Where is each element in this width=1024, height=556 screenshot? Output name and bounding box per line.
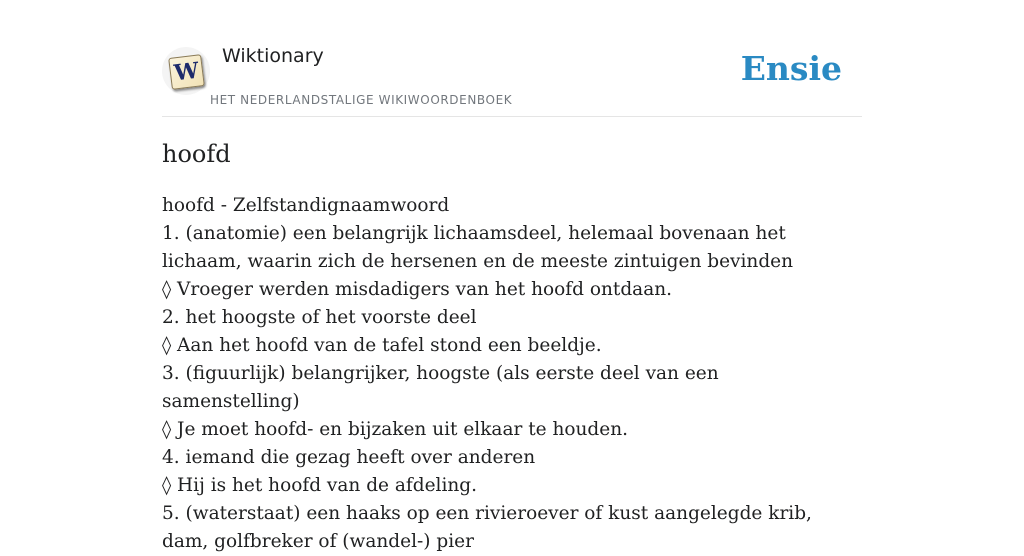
definition-5: 5. (waterstaat) een haaks op een rivieroever of kust aangelegde krib, dam, golfbreker of (wandel-) pier — [162, 503, 812, 552]
example-2: ◊ Aan het hoofd van de tafel stond een beeldje. — [162, 335, 602, 356]
wiktionary-logo[interactable] — [162, 47, 210, 95]
wiktionary-w-tile-icon: W — [168, 54, 205, 90]
definition-1: 1. (anatomie) een belangrijk lichaamsdeel, helemaal bovenaan het lichaam, waarin zich de hersenen en de meeste zintuigen bevinden — [162, 223, 794, 272]
example-1: ◊ Vroeger werden misdadigers van het hoofd ontdaan. — [162, 279, 673, 300]
example-3: ◊ Je moet hoofd- en bijzaken uit elkaar te houden. — [162, 419, 629, 440]
definition-4: 4. iemand die gezag heeft over anderen — [162, 447, 536, 468]
site-tagline: HET NEDERLANDSTALIGE WIKIWOORDENBOEK — [210, 93, 513, 107]
definition-2: 2. het hoogste of het voorste deel — [162, 307, 477, 328]
definition-body — [162, 192, 862, 556]
part-of-speech-heading: hoofd - Zelfstandignaamwoord — [162, 195, 450, 216]
ensie-brand-link[interactable]: Ensie — [740, 49, 842, 88]
definition-3: 3. (figuurlijk) belangrijker, hoogste (als eerste deel van een samenstelling) — [162, 363, 719, 412]
example-4: ◊ Hij is het hoofd van de afdeling. — [162, 475, 478, 496]
site-name[interactable]: Wiktionary — [222, 45, 324, 67]
page-title: hoofd — [162, 140, 231, 168]
site-header — [162, 40, 862, 117]
